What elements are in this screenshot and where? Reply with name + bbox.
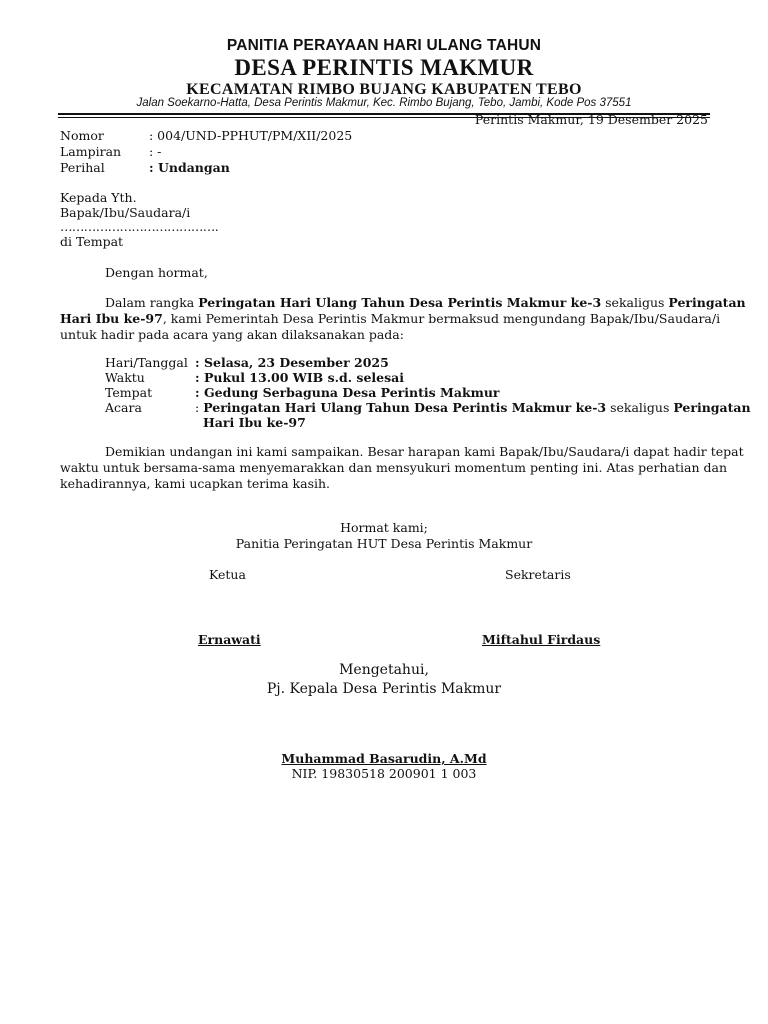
- paragraph2-line1: Demikian undangan ini kami sampaikan. Besar harapan kami Bapak/Ibu/Saudara/i dapat hadir tepat: [105, 444, 744, 459]
- tempat-value: : Gedung Serbaguna Desa Perintis Makmur: [195, 385, 500, 400]
- acara-label: Acara: [105, 400, 142, 415]
- kades-title: Pj. Kepala Desa Perintis Makmur: [266, 681, 502, 697]
- hari-label: Hari/Tanggal: [105, 355, 188, 370]
- acara-value: : Peringatan Hari Ulang Tahun Desa Perintis Makmur ke-3 sekaligus Peringatan: [195, 400, 751, 415]
- letter-date: Perintis Makmur, 19 Desember 2025: [474, 112, 708, 127]
- paragraph1-line3: untuk hadir pada acara yang akan dilaksanakan pada:: [60, 327, 404, 342]
- kades-name: Muhammad Basarudin, A.Md: [281, 751, 487, 766]
- paragraph1-line1: Dalam rangka Peringatan Hari Ulang Tahun Desa Perintis Makmur ke-3 sekaligus Peringatan: [105, 295, 746, 310]
- lampiran-value: : -: [149, 144, 162, 159]
- nomor-label: Nomor: [60, 128, 104, 143]
- perihal-label: Perihal: [60, 160, 105, 175]
- ketua-name: Ernawati: [198, 632, 261, 647]
- sekretaris-name: Miftahul Firdaus: [482, 632, 601, 647]
- paragraph2-line3: kehadirannya, kami ucapkan terima kasih.: [60, 476, 331, 491]
- hormat-kami: Hormat kami;: [340, 520, 428, 535]
- paragraph2-line2: waktu untuk bersama-sama menyemarakkan dan mensyukuri momentum penting ini. Atas perhatian dan: [60, 460, 728, 475]
- mengetahui: Mengetahui,: [339, 662, 429, 678]
- letterhead-line1: PANITIA PERAYAAN HARI ULANG TAHUN: [226, 37, 542, 54]
- opening-paragraph: [60, 295, 746, 343]
- waktu-label: Waktu: [105, 370, 145, 385]
- sekretaris-title: Sekretaris: [505, 567, 571, 582]
- recipient-line4: di Tempat: [60, 234, 124, 249]
- tempat-label: Tempat: [105, 385, 153, 400]
- waktu-value: : Pukul 13.00 WIB s.d. selesai: [195, 370, 405, 385]
- acara-value-cont: Hari Ibu ke-97: [203, 415, 306, 430]
- nomor-value: : 004/UND-PPHUT/PM/XII/2025: [149, 128, 353, 143]
- recipient-placeholder: ………………………………….: [60, 219, 219, 234]
- letterhead-address: Jalan Soekarno-Hatta, Desa Perintis Makmur, Kec. Rimbo Bujang, Tebo, Jambi, Kode Pos 37551: [136, 97, 632, 109]
- hari-value: : Selasa, 23 Desember 2025: [195, 355, 389, 370]
- committee-name: Panitia Peringatan HUT Desa Perintis Makmur: [235, 536, 533, 551]
- greeting: Dengan hormat,: [105, 265, 208, 280]
- paragraph1-line2: Hari Ibu ke-97, kami Pemerintah Desa Perintis Makmur bermaksud mengundang Bapak/Ibu/Saudara/i: [60, 311, 721, 326]
- perihal-value: : Undangan: [149, 160, 230, 175]
- ketua-title: Ketua: [209, 567, 246, 582]
- letterhead-district: KECAMATAN RIMBO BUJANG KABUPATEN TEBO: [186, 81, 582, 98]
- recipient-line2: Bapak/Ibu/Saudara/i: [60, 205, 191, 220]
- lampiran-label: Lampiran: [60, 144, 122, 159]
- kades-nip: NIP. 19830518 200901 1 003: [291, 766, 477, 781]
- recipient-line1: Kepada Yth.: [60, 190, 137, 205]
- closing-paragraph: [60, 444, 744, 492]
- letterhead-village-name: DESA PERINTIS MAKMUR: [234, 55, 534, 80]
